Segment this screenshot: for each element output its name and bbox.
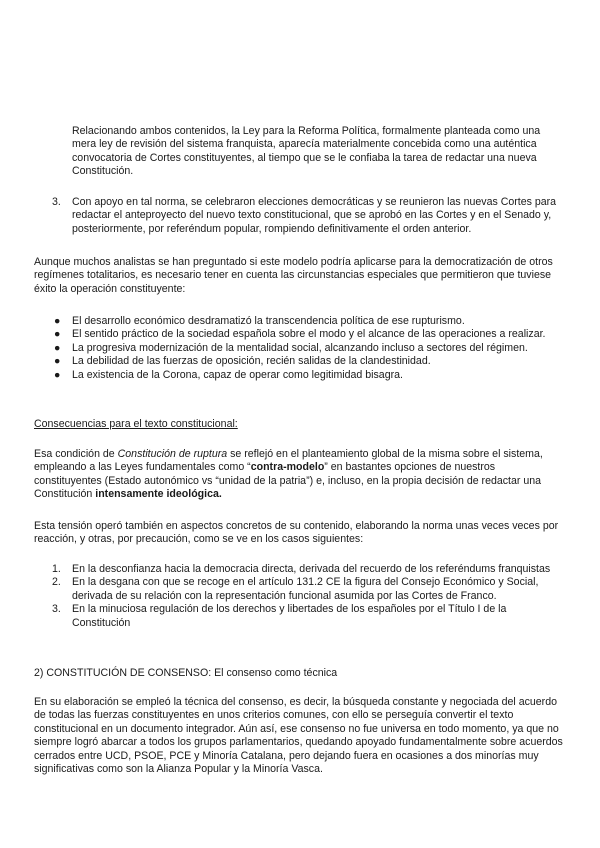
list-item: ● La progresiva modernización de la mentalidad social, alcanzando incluso a sectores del régimen. (54, 341, 528, 354)
list-item: ● La debilidad de las fuerzas de oposición, recién salidas de la clandestinidad. (54, 355, 431, 368)
list-item: 2. En la desgana con que se recoge en el artículo 131.2 CE la figura del Consejo Económico y Social, derivada de su relación con la representación funcional asumida por las Cortes de Franco. (52, 576, 539, 602)
bullet-icon: ● (54, 355, 61, 368)
rupture-paragraph: Esa condición de Constitución de ruptura se reflejó en el planteamiento global de la misma sobre el sistema, empleando a las Leyes fundamentales como “contra-modelo” en bastantes opciones de nuestros constituyentes (Estado autonómico vs “unidad de la patria”) e, incluso, en la propia decisión de redactar una Constitución intensamente ideológica. (34, 448, 543, 501)
list-item: ● El desarrollo económico desdramatizó la transcendencia política de ese rupturismo. (54, 315, 465, 327)
numbered-item-3 (34, 196, 564, 236)
list-item: ● El sentido práctico de la sociedad española sobre el modo y el alcance de las operaciones a realizar. (54, 328, 546, 341)
bold-term: intensamente ideológica. (95, 488, 222, 501)
bold-term: contra-modelo (250, 461, 325, 474)
list-marker: 3. (52, 196, 61, 208)
bullet-icon: ● (54, 315, 61, 327)
bullet-icon: ● (54, 368, 61, 381)
list-item: ● La existencia de la Corona, capaz de operar como legitimidad bisagra. (54, 368, 403, 381)
consensus-paragraph: En su elaboración se empleó la técnica del consenso, es decir, la búsqueda constante y negociada del acuerdo de todas las fuerzas constituyentes en unos criterios comunes, con ello se perseguía convertir el texto constitucional en un documento integrador. Aún así, ese consenso no fue universa en todo momento, ya que no siempre logró abarcar a todos los grupos parlamentarios, quedando apoyado fundamentalmente sobre acuerdos cerrados entre UCD, PSOE, PCE y Minoría Catalana, pero dejando fuera en ocasiones a dos minorías muy significativas como son la Alianza Popular y la Minoría Vasca. (34, 696, 563, 776)
tension-paragraph: Esta tensión operó también en aspectos concretos de su contenido, elaborando la norma unas veces veces por reacción, y otras, por precaución, como se ve en los casos siguientes: (34, 520, 559, 546)
bullet-icon: ● (54, 341, 61, 354)
intro-paragraph: Relacionando ambos contenidos, la Ley para la Reforma Política, formalmente planteada como una mera ley de revisión del sistema franquista, aparecía materialmente concebida como una auténtica convocatoria de Cortes constituyentes, al tiempo que se le confiaba la tarea de redactar una nueva Constitución. (72, 125, 541, 178)
list-item: 1. En la desconfianza hacia la democracia directa, derivada del recuerdo de los referéndums franquistas (52, 563, 551, 575)
analysts-paragraph: Aunque muchos analistas se han preguntado si este modelo podría aplicarse para la democratización de otros regímenes totalitarios, es necesario tener en cuenta las circunstancias especiales que permitieron que tuviese éxito la operación constituyente: (34, 256, 553, 295)
circumstances-list (34, 315, 564, 382)
cases-list (34, 563, 564, 630)
list-item-text: Con apoyo en tal norma, se celebraron elecciones democráticas y se reunieron las nuevas Cortes para redactar el anteproyecto del nuevo texto constitucional, que se aprobó en las Cortes y en el Senado y, posteriormente, por referéndum popular, rompiendo definitivamente el orden anterior. (72, 196, 557, 235)
italic-term: Constitución de ruptura (117, 448, 228, 460)
list-item: 3. En la minuciosa regulación de los derechos y libertades de los españoles por el Título I de la Constitución (52, 603, 507, 629)
consequences-heading: Consecuencias para el texto constitucional: (34, 418, 238, 430)
section-heading: 2) CONSTITUCIÓN DE CONSENSO: El consenso como técnica (34, 667, 338, 679)
bullet-icon: ● (54, 328, 61, 341)
